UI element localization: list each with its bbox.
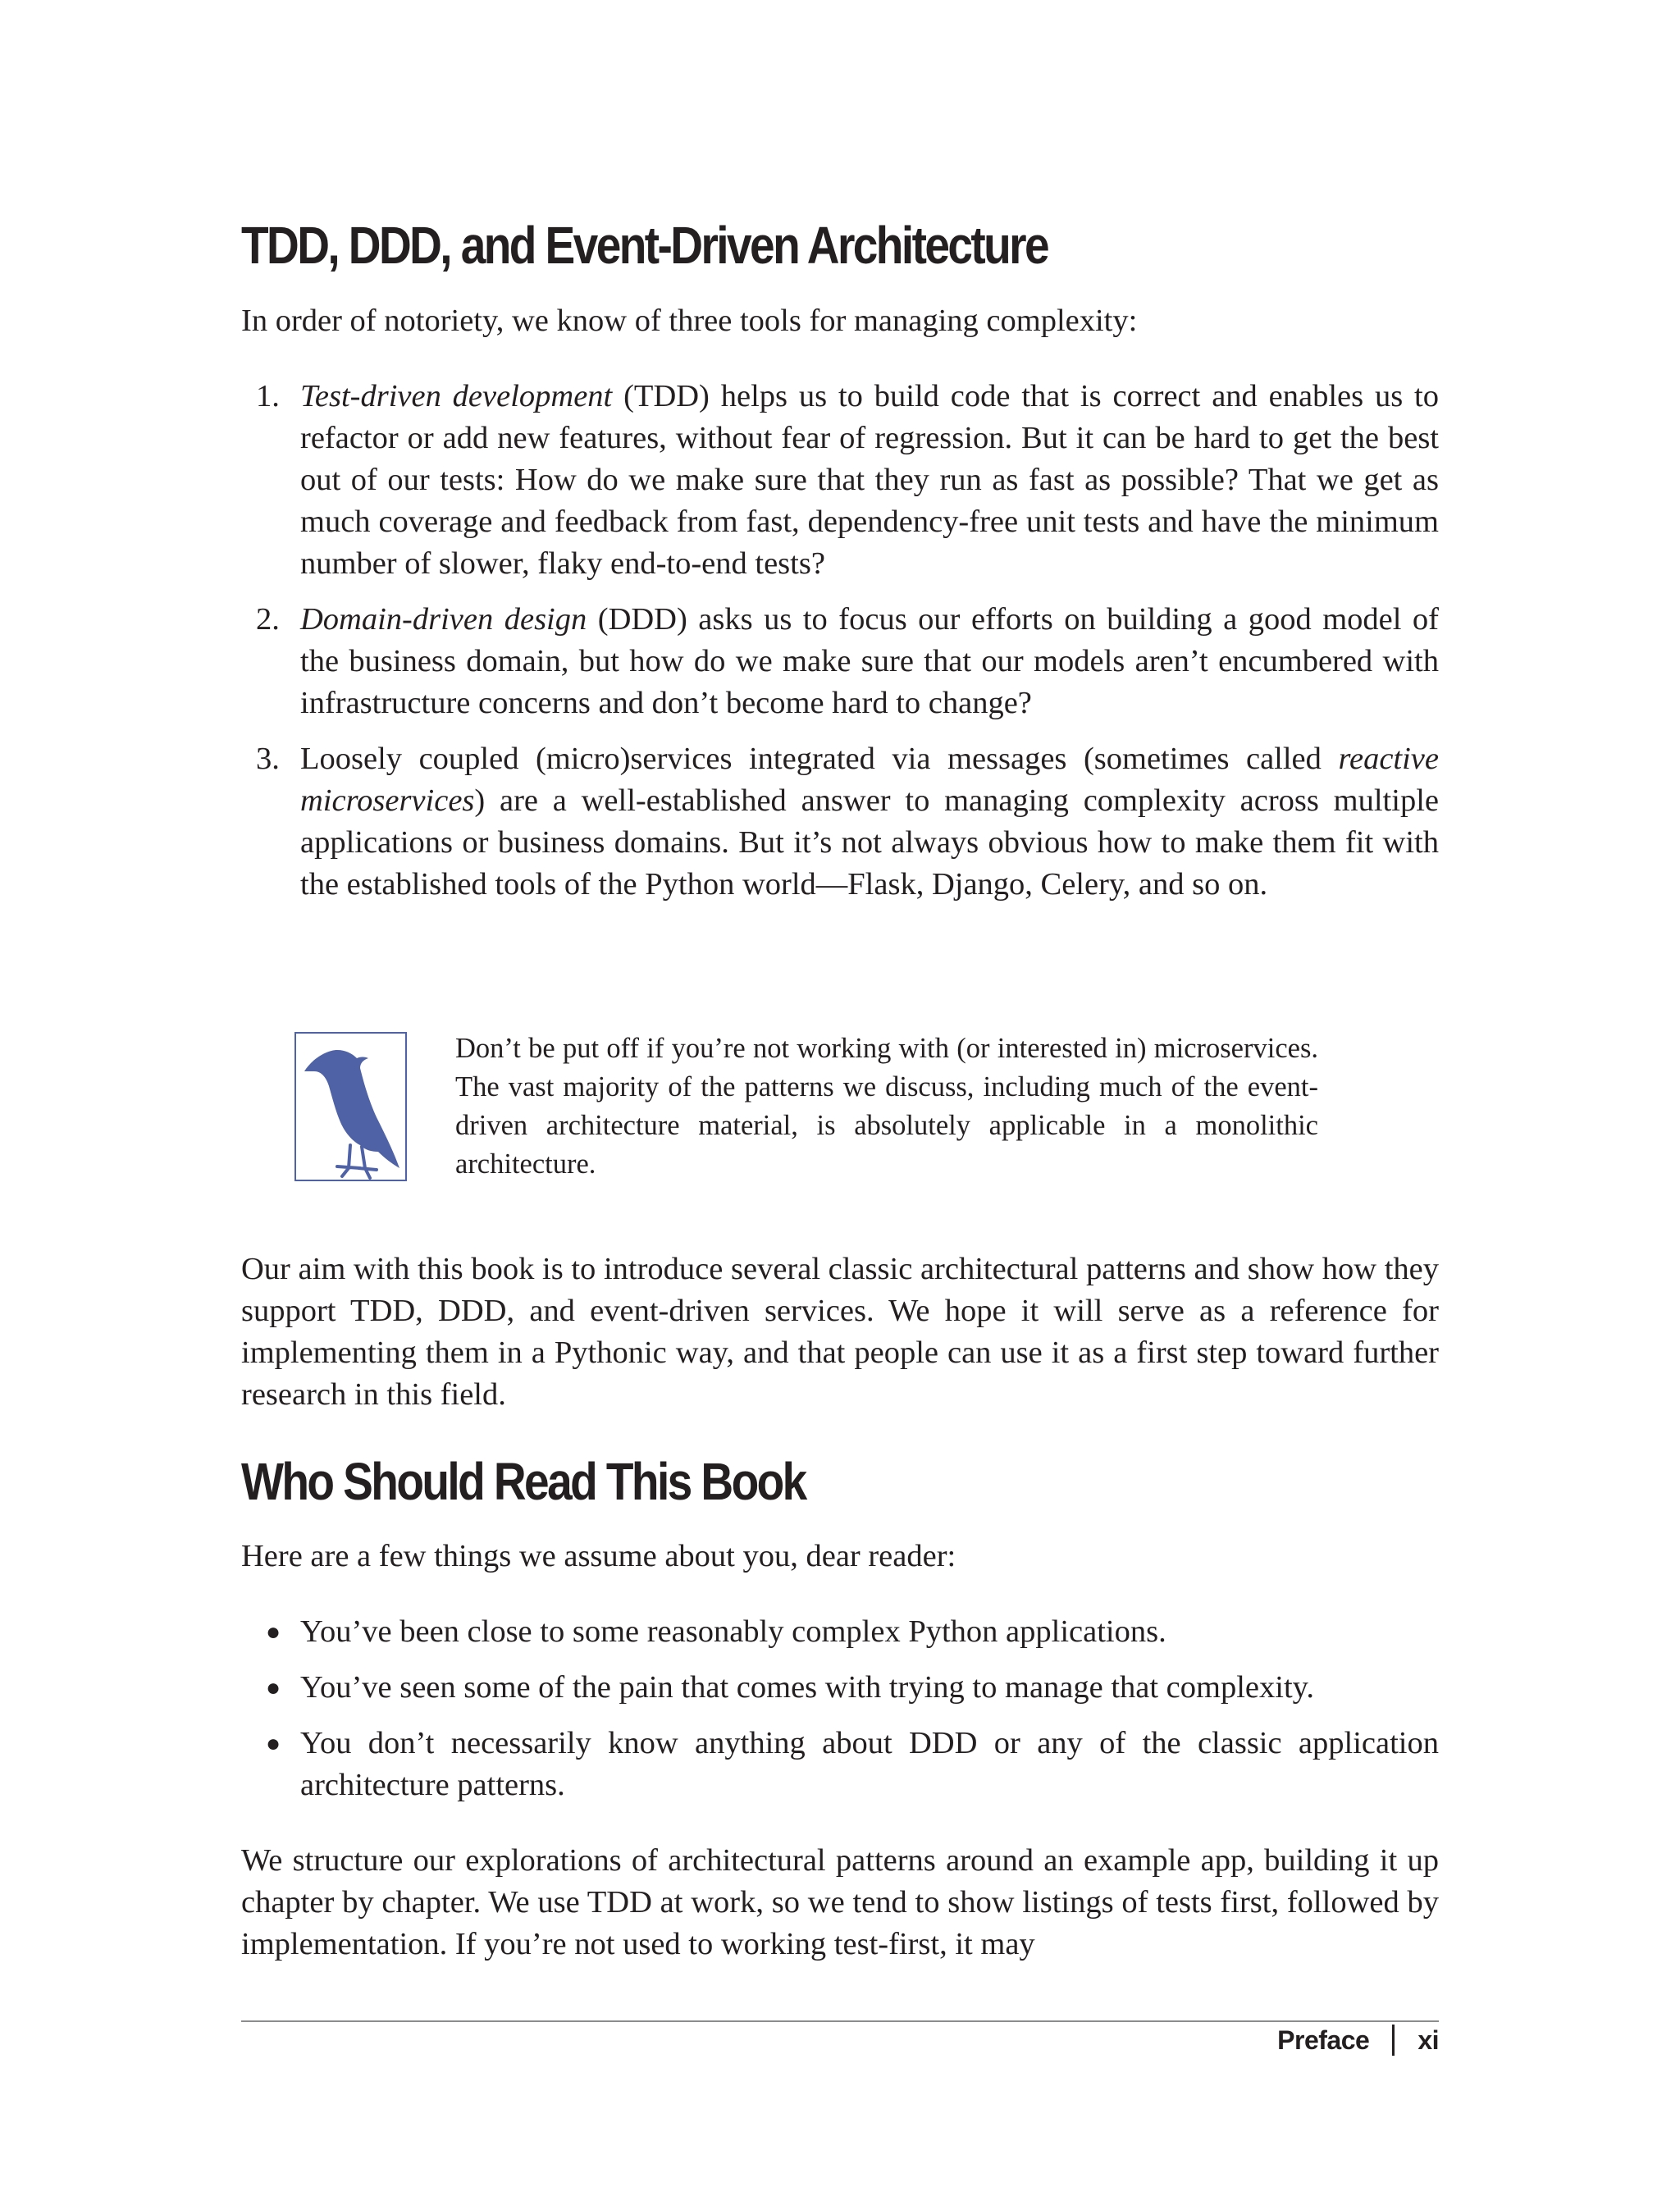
aim-paragraph: Our aim with this book is to introduce several classic architectural patterns and show how they support TDD, DDD, and event-driven services. We hope it will serve as a reference for implementing them in a Pythonic way, and that people can use it as a first step toward further research in this field.	[241, 1252, 1439, 1412]
footer-section: Preface	[1277, 2025, 1370, 2055]
list-item: ● You don’t necessarily know anything about DDD or any of the classic application architecture patterns.	[241, 1723, 1439, 1806]
list-number: 3.	[256, 742, 280, 776]
bullet-icon: ●	[266, 1618, 281, 1646]
list-item-emphasis: Test-driven development	[300, 379, 613, 413]
section-heading-tdd-ddd: TDD, DDD, and Event-Driven Architecture	[241, 216, 1048, 275]
list-item-text: (DDD) asks us to focus our efforts on building a good model of the business domain, but how do we make sure that our models aren’t encumbered with infrastructure concerns and don’t become hard to change?	[300, 602, 1439, 720]
section1-intro: In order of notoriety, we know of three tools for managing complexity:	[241, 304, 1138, 338]
assumptions-list	[241, 1611, 1439, 1806]
list-item-text: ) are a well-established answer to managing complexity across multiple applications or business domains. But it’s not always obvious how to make them fit with the established tools of the Python world—Flask, Django, Celery, and so on.	[300, 783, 1439, 902]
page-number: xi	[1418, 2025, 1439, 2055]
crow-icon	[294, 1032, 407, 1181]
list-item-text: Loosely coupled (micro)services integrated via messages (sometimes called	[300, 742, 1339, 776]
list-number: 1.	[256, 379, 280, 413]
tools-list	[241, 376, 1439, 906]
list-item-emphasis: reactive microservices	[300, 742, 1439, 818]
list-item	[241, 599, 1439, 724]
section-heading-who-should-read: Who Should Read This Book	[241, 1452, 806, 1511]
list-item	[241, 376, 1439, 585]
bullet-icon: ●	[266, 1674, 281, 1701]
bullet-icon: ●	[266, 1730, 281, 1757]
note-text: Don’t be put off if you’re not working with (or interested in) microservices. The vast majority of the patterns we discuss, including much of the event-driven architecture material, is absolutely applicable in a monolithic architecture.	[455, 1033, 1318, 1180]
footer-separator	[1392, 2025, 1395, 2056]
footer-divider	[241, 2020, 1439, 2022]
list-item-emphasis: Domain-driven design	[300, 602, 587, 637]
list-number: 2.	[256, 602, 280, 637]
section2-intro: Here are a few things we assume about you, dear reader:	[241, 1539, 956, 1573]
list-item: ● You’ve seen some of the pain that comes with trying to manage that complexity.	[241, 1667, 1439, 1709]
page-footer	[1277, 2025, 1439, 2056]
closing-paragraph: We structure our explorations of architectural patterns around an example app, building it up chapter by chapter. We use TDD at work, so we tend to show listings of tests first, followed by implementation. If you’re not used to working test-first, it may	[241, 1843, 1439, 1961]
list-item	[241, 738, 1439, 906]
list-item-text: (TDD) helps us to build code that is correct and enables us to refactor or add new features, without fear of regression. But it can be hard to get the best out of our tests: How do we make sure that they run as fast as possible? That we get as much coverage and feedback from fast, dependency-free unit tests and have the minimum number of slower, flaky end-to-end tests?	[300, 379, 1440, 581]
list-item: ● You’ve been close to some reasonably complex Python applications.	[241, 1611, 1439, 1653]
